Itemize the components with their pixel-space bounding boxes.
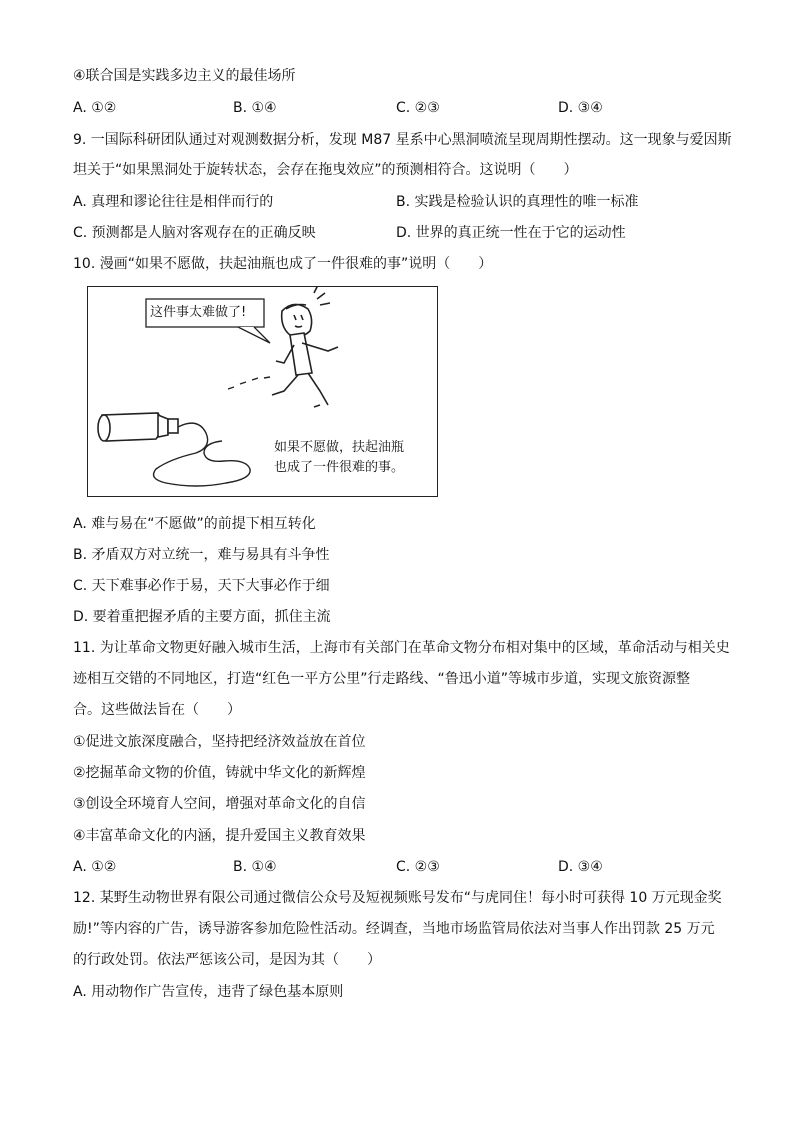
q8-option-d: D. ③④ [558,100,603,116]
q11-item-2: ②挖掘革命文物的价值，铸就中华文化的新辉煌 [73,765,366,781]
q12-stem-line-3: 的行政处罚。依法严惩该公司，是因为其（ ） [73,952,381,968]
q9-option-d: D. 世界的真正统一性在于它的运动性 [396,225,626,241]
q11-stem-line-2: 迹相互交错的不同地区，打造“红色一平方公里”行走路线、“鲁迅小道”等城市步道，实现文旅资源整 [73,671,691,687]
tipped-bottle [98,413,178,441]
q11-option-c: C. ②③ [396,859,440,875]
q8-option-b: B. ①④ [233,100,277,116]
q10-option-a: A. 难与易在“不愿做”的前提下相互转化 [73,516,316,532]
q12-option-a: A. 用动物作广告宣传，违背了绿色基本原则 [73,984,344,1000]
q9-option-c: C. 预测都是人脑对客观存在的正确反映 [73,225,316,241]
q10-comic [87,286,438,497]
q8-option-c: C. ②③ [396,100,440,116]
q10-stem: 10. 漫画“如果不愿做，扶起油瓶也成了一件很难的事”说明（ ） [73,256,493,272]
q11-stem-line-3: 合。这些做法旨在（ ） [73,702,241,718]
q12-stem-line-2: 励!”等内容的广告，诱导游客参加危险性活动。经调查，当地市场监管局依法对当事人作出罚款 25 万元 [73,921,715,937]
q11-option-b: B. ①④ [233,859,277,875]
q11-item-3: ③创设全环境育人空间，增强对革命文化的自信 [73,796,366,812]
q9-stem-line-2: 坦关于“如果黑洞处于旋转状态，会存在拖曳效应”的预测相符合。这说明（ ） [73,162,578,178]
q11-option-d: D. ③④ [558,859,603,875]
q9-option-a: A. 真理和谬论往往是相伴而行的 [73,194,274,210]
q10-option-c: C. 天下难事必作于易，天下大事必作于细 [73,578,330,594]
q12-stem-line-1: 12. 某野生动物世界有限公司通过微信公众号及短视频账号发布“与虎同住！每小时可获得 10 万元现金奖 [73,890,722,906]
q10-option-b: B. 矛盾双方对立统一，难与易具有斗争性 [73,547,330,563]
q8-item-4: ④联合国是实践多边主义的最佳场所 [73,68,296,84]
comic-speech-text: 这件事太难做了! [150,305,247,320]
q11-item-4: ④丰富革命文化的内涵，提升爱国主义教育效果 [73,828,366,844]
comic-caption-line-1: 如果不愿做，扶起油瓶 [274,440,405,455]
q9-stem-line-1: 9. 一国际科研团队通过对观测数据分析，发现 M87 星系中心黑洞喷流呈现周期性摆动。这一现象与爱因斯 [73,132,732,148]
q11-option-a: A. ①② [73,859,117,875]
speech-bubble-tail [238,327,270,343]
q10-option-d: D. 要着重把握矛盾的主要方面，抓住主流 [73,609,331,625]
motion-lines [228,377,270,389]
comic-caption-line-2: 也成了一件很难的事。 [274,460,405,475]
q11-item-1: ①促进文旅深度融合，坚持把经济效益放在首位 [73,734,366,750]
running-man-figure [272,287,338,407]
q9-option-b: B. 实践是检验认识的真理性的唯一标准 [396,194,639,210]
q11-stem-line-1: 11. 为让革命文物更好融入城市生活，上海市有关部门在革命文物分布相对集中的区域，革命活动与相关史 [73,640,730,656]
q8-option-a: A. ①② [73,100,117,116]
